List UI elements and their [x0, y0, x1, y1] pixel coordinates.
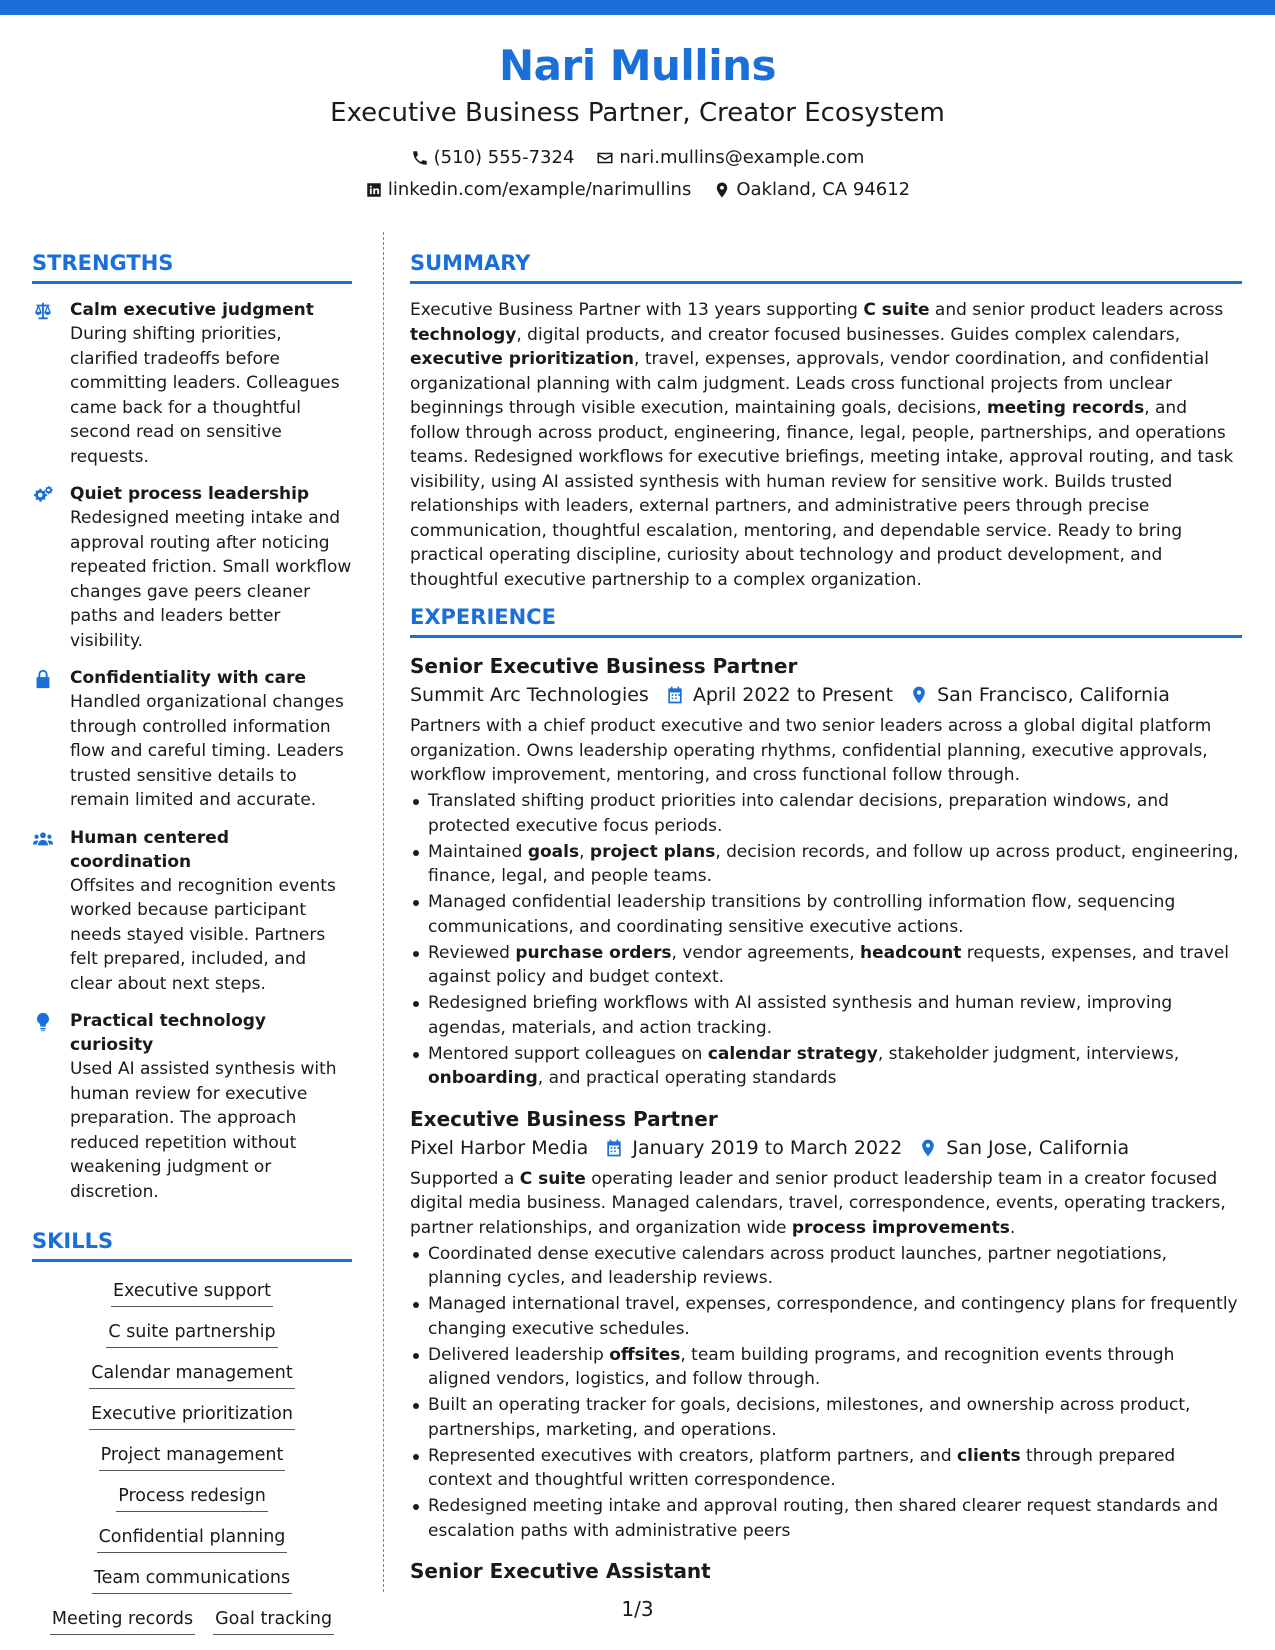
bullet-item: Managed international travel, expenses, correspondence, and contingency plans for frequently changing executive schedules. — [410, 1292, 1242, 1341]
bullet-item: Redesigned briefing workflows with AI assisted synthesis and human review, improving agendas, materials, and action tracking. — [410, 991, 1242, 1040]
map-pin-icon — [909, 685, 929, 705]
bullet-item: Represented executives with creators, platform partners, and clients through prepared context and thoughtful written correspondence. — [410, 1444, 1242, 1493]
bullet-item: Maintained goals, project plans, decision records, and follow up across product, engineering, finance, legal, and people teams. — [410, 840, 1242, 889]
job-company: Pixel Harbor Media — [410, 1136, 589, 1159]
skill-tag: C suite partnership — [106, 1319, 277, 1348]
right-column — [410, 250, 1242, 1599]
linkedin-contact[interactable] — [365, 178, 691, 202]
lock-icon — [32, 668, 54, 690]
strength-title: Confidentiality with care — [70, 668, 307, 688]
strength-title: Human centered coordination — [70, 827, 229, 872]
experience-heading: EXPERIENCE — [410, 604, 1242, 638]
strength-item — [32, 1009, 352, 1204]
skill-tag: Process redesign — [116, 1483, 268, 1512]
job-entry — [410, 1105, 1242, 1544]
strength-desc: Offsites and recognition events worked because participant needs stayed visible. Partners felt prepared, included, and clear about next steps. — [70, 875, 336, 994]
job-title: Senior Executive Business Partner — [410, 654, 798, 678]
bullet-item: Translated shifting product priorities into calendar decisions, preparation windows, and protected executive focus periods. — [410, 789, 1242, 838]
job-bullets — [410, 1242, 1242, 1544]
skill-tag: Executive prioritization — [89, 1401, 295, 1430]
strength-desc: During shifting priorities, clarified tradeoffs before committing leaders. Colleagues came back for a thoughtful second read on sensitive requests. — [70, 324, 340, 467]
job-location: San Jose, California — [946, 1136, 1130, 1159]
job-dates: January 2019 to March 2022 — [632, 1136, 903, 1159]
strength-desc: Redesigned meeting intake and approval routing after noticing repeated friction. Small workflow changes gave peers cleaner paths and leaders better visibility. — [70, 508, 352, 651]
bullet-item: Built an operating tracker for goals, decisions, milestones, and ownership across product, partnerships, marketing, and operations. — [410, 1393, 1242, 1442]
skill-tag: Executive support — [111, 1278, 273, 1307]
strength-title: Quiet process leadership — [70, 484, 310, 504]
bullet-item: Coordinated dense executive calendars across product launches, partner negotiations, planning cycles, and leadership reviews. — [410, 1242, 1242, 1291]
contact-row-2 — [0, 178, 1275, 202]
skills-list — [32, 1276, 352, 1635]
location-text: Oakland, CA 94612 — [736, 179, 911, 200]
bullet-item: Mentored support colleagues on calendar strategy, stakeholder judgment, interviews, onboarding, and practical operating standards — [410, 1042, 1242, 1091]
map-pin-icon — [713, 181, 731, 199]
summary-text: Executive Business Partner with 13 years supporting C suite and senior product leaders across technology, digital products, and creator focused businesses. Guides complex calendars, executive prioritization, travel, expenses, approvals, vendor coordination, and confidential organizational planning with calm judgment. Leads cross functional projects from unclear beginnings through visible execution, maintaining goals, decisions, meeting records, and follow through across product, engineering, finance, legal, people, partnerships, and operations teams. Redesigned workflows for executive briefings, meeting intake, approval routing, and task visibility, using AI assisted synthesis with human review for sensitive work. Builds trusted relationships with leaders, external partners, and administrative peers through precise communication, thoughtful escalation, mentoring, and dependable service. Ready to bring practical operating discipline, curiosity about technology and product development, and thoughtful executive partnership to a complex organization. — [410, 300, 1234, 590]
candidate-name: Nari Mullins — [498, 41, 776, 90]
email-contact[interactable] — [596, 146, 864, 170]
people-icon — [32, 828, 54, 850]
strength-title: Calm executive judgment — [70, 300, 314, 320]
linkedin-text: linkedin.com/example/narimullins — [387, 179, 692, 200]
skill-tag: Goal tracking — [213, 1606, 334, 1635]
contact-row-1 — [0, 146, 1275, 170]
candidate-role: Executive Business Partner, Creator Ecosystem — [330, 98, 945, 128]
location-contact — [713, 178, 910, 202]
map-pin-icon — [918, 1138, 938, 1158]
bullet-item: Delivered leadership offsites, team building programs, and recognition events through aligned vendors, logistics, and follow through. — [410, 1343, 1242, 1392]
email-text: nari.mullins@example.com — [619, 147, 865, 168]
job-meta — [410, 680, 1242, 710]
lightbulb-icon — [32, 1011, 54, 1033]
strength-desc: Used AI assisted synthesis with human review for executive preparation. The approach reduced repetition without weakening judgment or discretion. — [70, 1059, 337, 1202]
column-divider — [383, 232, 384, 1592]
left-column — [32, 250, 352, 1635]
strength-item — [32, 298, 352, 469]
strength-item — [32, 826, 352, 997]
top-accent-bar — [0, 0, 1275, 15]
job-bullets — [410, 789, 1242, 1091]
strengths-heading: STRENGTHS — [32, 250, 352, 284]
strength-item — [32, 666, 352, 813]
job-entry — [410, 652, 1242, 1091]
phone-icon — [411, 149, 429, 167]
job-description: Supported a C suite operating leader and senior product leadership team in a creator focused digital media business. Managed calendars, travel, correspondence, events, operating trackers, partner relationships, and organization wide process improvements. — [410, 1168, 1226, 1238]
job-entry — [410, 1557, 1242, 1585]
bullet-item: Reviewed purchase orders, vendor agreements, headcount requests, expenses, and travel against policy and budget context. — [410, 941, 1242, 990]
skill-tag: Project management — [99, 1442, 286, 1471]
strength-title: Practical technology curiosity — [70, 1011, 267, 1055]
skill-tag: Meeting records — [50, 1606, 195, 1635]
job-title: Executive Business Partner — [410, 1106, 718, 1131]
phone-contact — [411, 146, 575, 170]
strength-item — [32, 482, 352, 653]
scale-icon — [32, 300, 54, 322]
summary-heading: SUMMARY — [410, 250, 1242, 284]
job-company: Summit Arc Technologies — [410, 684, 649, 706]
page-number: 1/3 — [621, 1597, 654, 1621]
bullet-item: Redesigned meeting intake and approval routing, then shared clearer request standards and escalation paths with administrative peers — [410, 1494, 1242, 1543]
job-location: San Francisco, California — [937, 684, 1170, 706]
strength-desc: Handled organizational changes through controlled information flow and careful timing. Leaders trusted sensitive details to remain limited and accurate. — [70, 692, 344, 810]
resume-header — [0, 40, 1275, 202]
job-description: Partners with a chief product executive and two senior leaders across a global digital platform organization. Owns leadership operating rhythms, confidential planning, executive approvals, workflow improvement, mentoring, and cross functional follow through. — [410, 716, 1212, 785]
job-title: Senior Executive Assistant — [410, 1559, 711, 1583]
calendar-icon — [604, 1138, 624, 1158]
skills-heading: SKILLS — [32, 1228, 352, 1262]
gears-icon — [32, 484, 54, 506]
calendar-icon — [665, 685, 685, 705]
skill-tag: Confidential planning — [97, 1524, 288, 1553]
skill-tag: Calendar management — [89, 1360, 294, 1389]
envelope-icon — [596, 149, 614, 167]
job-meta — [410, 1133, 1242, 1163]
bullet-item: Managed confidential leadership transitions by controlling information flow, sequencing communications, and coordinating sensitive executive actions. — [410, 890, 1242, 939]
linkedin-icon — [365, 181, 383, 199]
job-dates: April 2022 to Present — [692, 684, 894, 706]
phone-text: (510) 555-7324 — [433, 147, 575, 168]
skill-tag: Team communications — [92, 1565, 292, 1594]
